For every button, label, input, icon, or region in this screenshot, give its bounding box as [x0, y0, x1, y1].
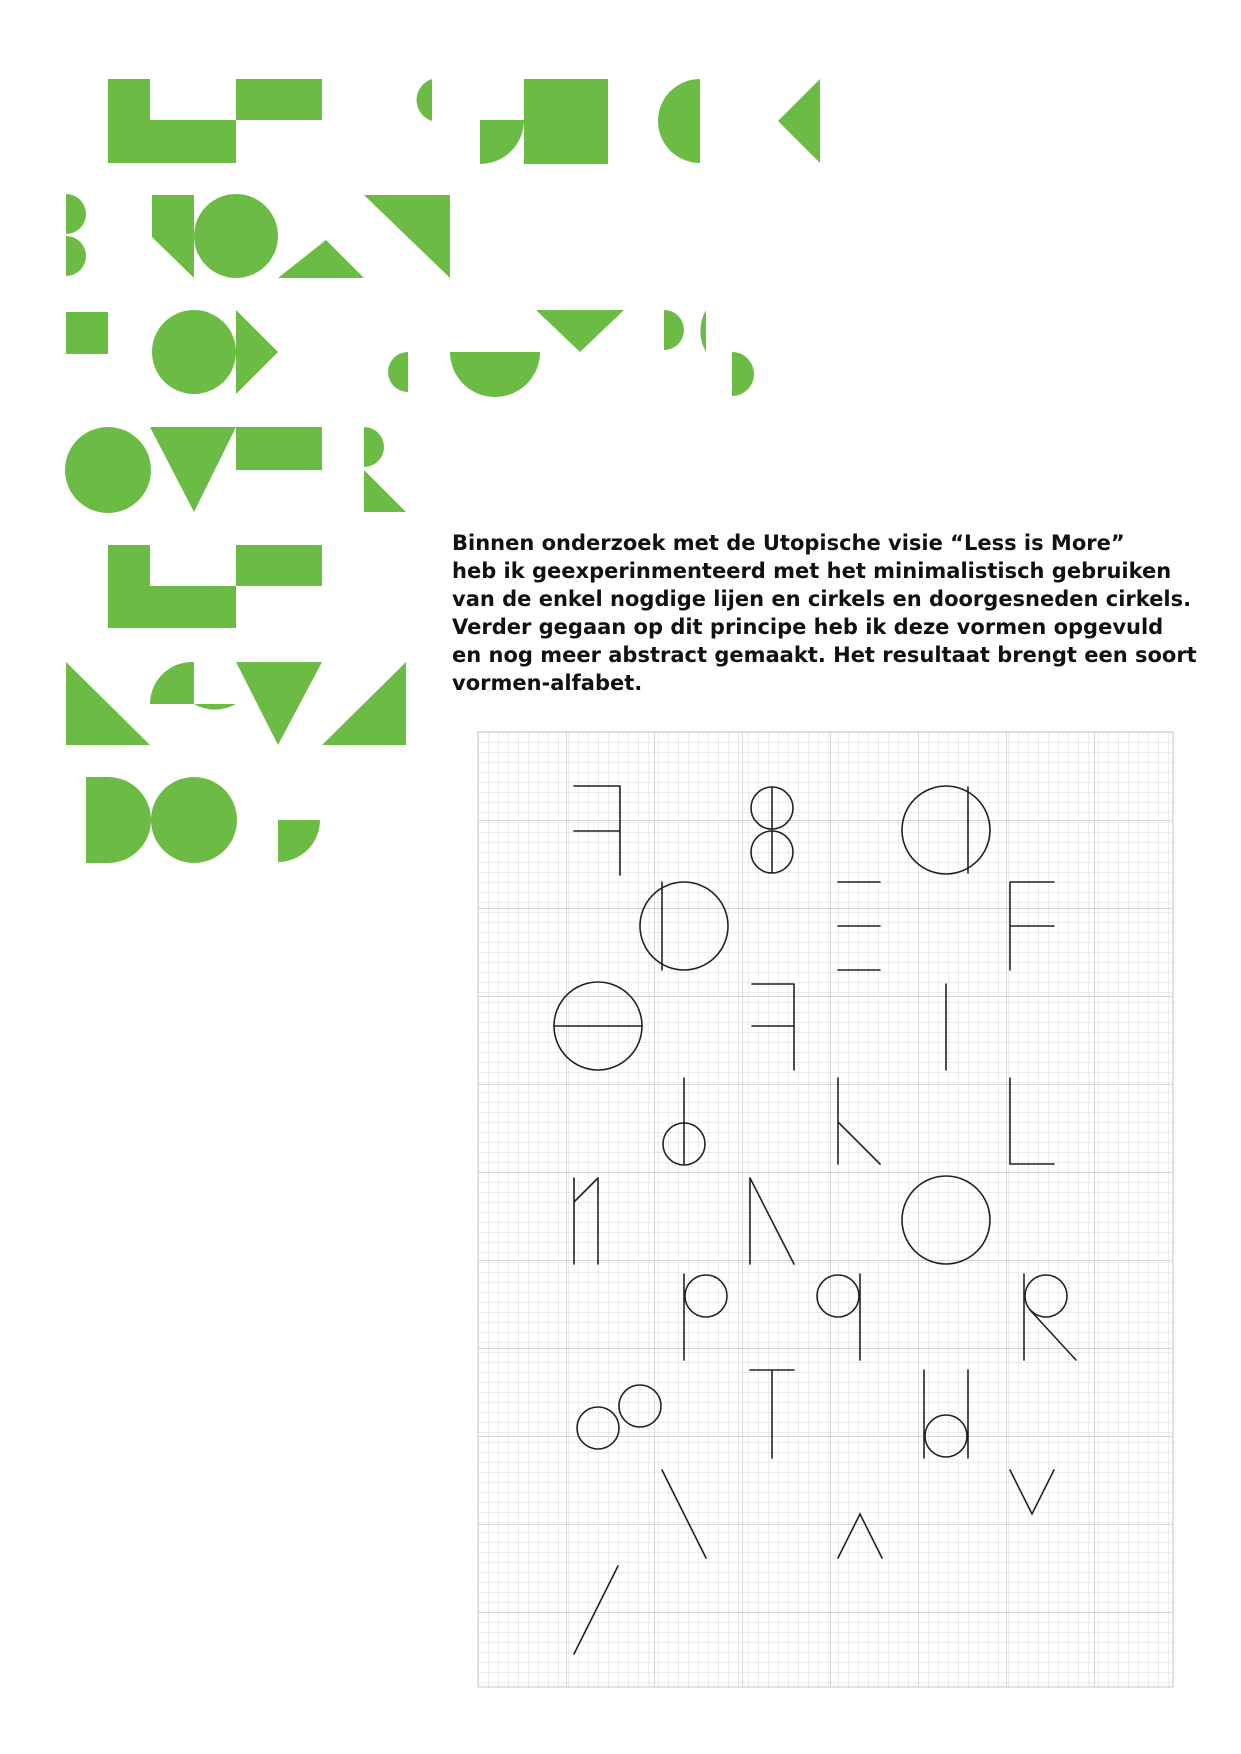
- intro-line: van de enkel nogdige lijen en cirkels en doorgesneden cirkels.: [452, 587, 1192, 611]
- intro-line: heb ik geexperinmenteerd met het minimalistisch gebruiken: [452, 559, 1172, 583]
- intro-line: Verder gegaan op dit principe heb ik deze vormen opgevuld: [452, 615, 1164, 639]
- intro-line: vormen-alfabet.: [452, 671, 643, 695]
- intro-line: Binnen onderzoek met de Utopische visie “Less is More”: [452, 531, 1125, 555]
- intro-line: en nog meer abstract gemaakt. Het resultaat brengt een soort: [452, 643, 1197, 667]
